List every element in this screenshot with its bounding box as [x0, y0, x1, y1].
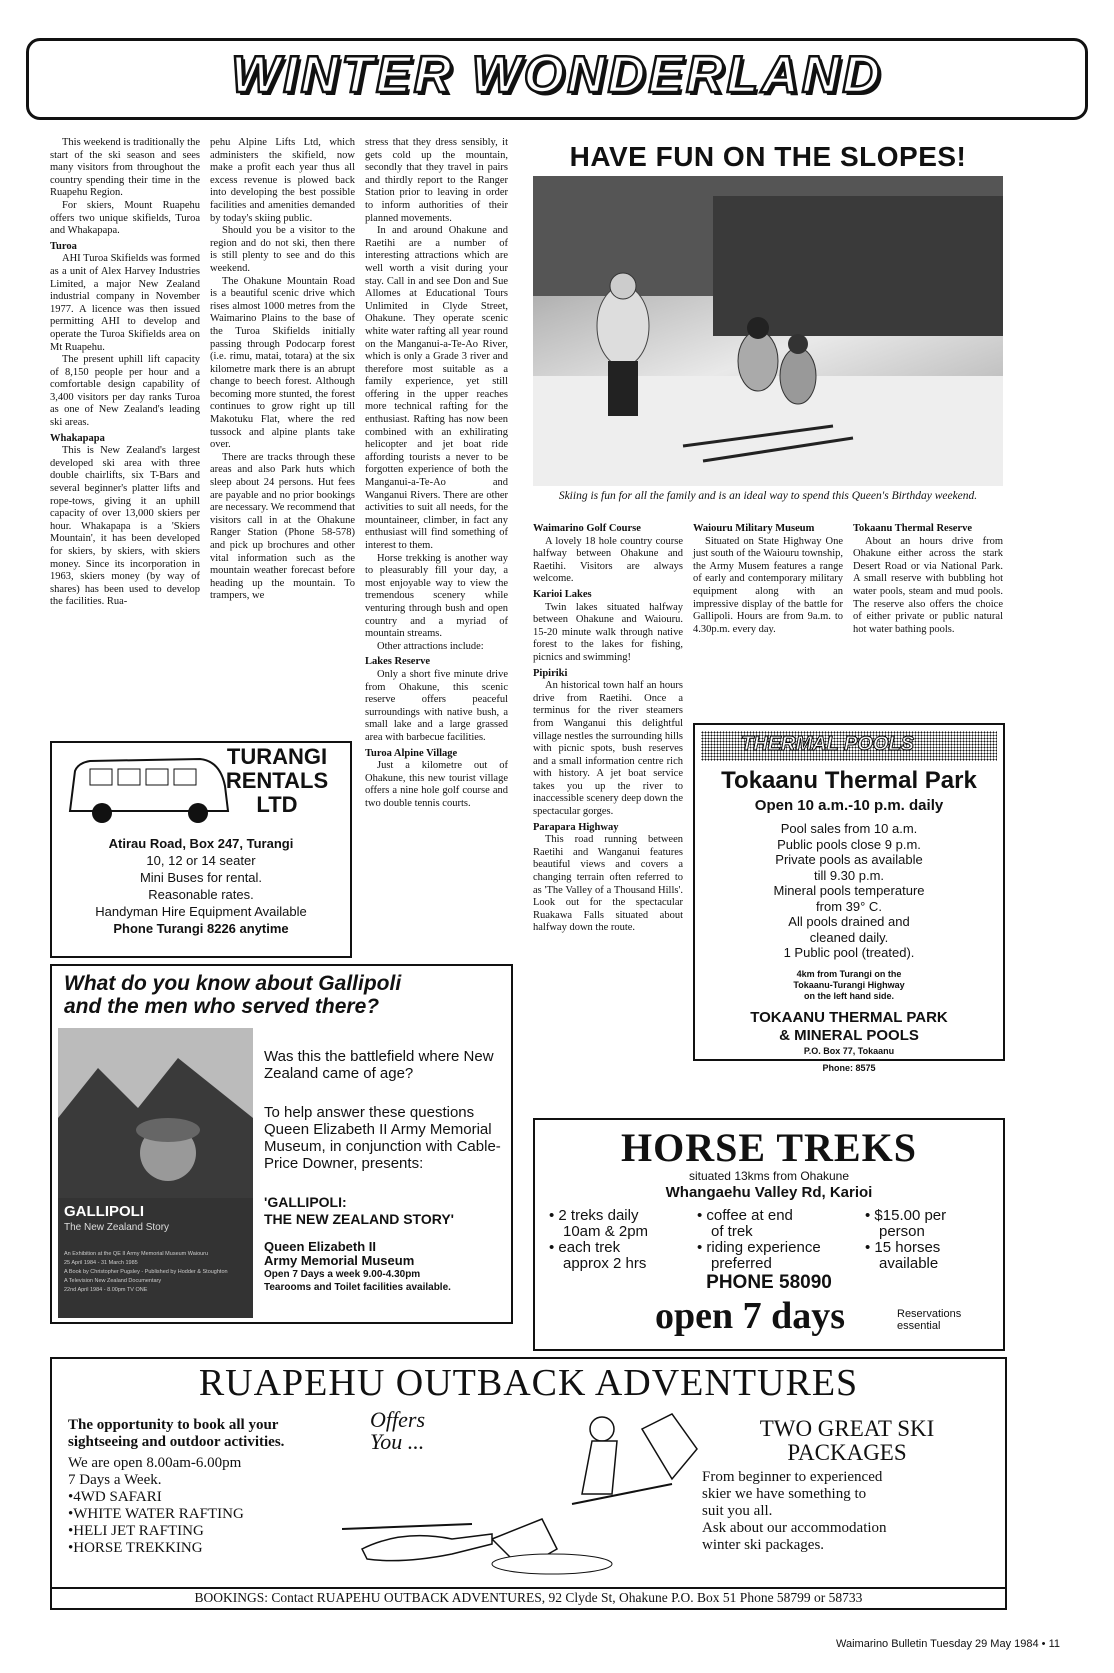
outback-open-2: 7 Days a Week.	[68, 1472, 162, 1488]
thermal-location-2: Tokaanu-Turangi Highway	[793, 980, 905, 990]
gallipoli-poster	[58, 1028, 253, 1318]
thermal-line-2: Public pools close 9 p.m.	[777, 836, 921, 852]
article-paragraph: Situated on State Highway One just south of the Waiouru township, the Army Musem features a range of early and contemporary military equipment along with an impressive display of the battle for Gallipoli. Hours are from 9a.m. to 4.30p.m. every day.	[693, 535, 843, 635]
gallipoli-show-2: THE NEW ZEALAND STORY'	[264, 1211, 454, 1227]
article-paragraph: Horse trekking is another way to pleasurably fill your day, a most enjoyable way to view the tremendous scenery while venturing through bush and open country and a myriad of mountain streams.	[365, 552, 508, 640]
article-column-1	[50, 137, 200, 609]
turangi-name-1: TURANGI	[226, 744, 328, 769]
outback-packages-4: skier we have something to	[702, 1486, 867, 1502]
thermal-banner	[701, 731, 997, 761]
masthead-banner	[26, 38, 1088, 120]
article-subheading: Karioi Lakes	[533, 588, 592, 600]
outback-packages-5: suit you all.	[702, 1503, 773, 1519]
thermal-line-9: 1 Public pool (treated).	[783, 945, 915, 960]
horse-bullet-2b: approx 2 hrs	[563, 1255, 647, 1272]
article-subheading: Turoa Alpine Village	[365, 747, 458, 759]
article-subheading: Turoa	[50, 240, 77, 252]
horse-bullet-6: • 15 horses	[865, 1239, 941, 1256]
outback-packages-7: winter ski packages.	[702, 1537, 825, 1553]
horse-reservations-1: Reservations	[897, 1308, 962, 1320]
thermal-line-5: Mineral pools temperature	[773, 883, 925, 898]
article-paragraph: Only a short five minute drive from Ohakune, this scenic reserve offers peaceful surroundings with native bush, a small lake and a large grassed area with barbecue facilities.	[365, 668, 508, 743]
article-paragraph: For skiers, Mount Ruapehu offers two unique skifields, Turoa and Whakapapa.	[50, 199, 200, 237]
outback-offers-1: Offers	[370, 1407, 425, 1432]
poster-subtitle: The New Zealand Story	[64, 1222, 170, 1233]
article-paragraph: Twin lakes situated halfway between Ohakune and Waiouru. 15-20 minute walk through native forest to the lakes for fishing, picnics and swimming!	[533, 601, 683, 663]
article-paragraph: About an hours drive from Ohakune either across the stark Desert Road or via National Park. A small reserve with bubbling hot water pools, steam and mud pools. The reserve also offers the choice of either private or public natural hot water bathing pools.	[853, 535, 1003, 635]
thermal-line-8: cleaned daily.	[809, 929, 889, 945]
gallipoli-ad	[50, 964, 513, 1324]
article-paragraph: Should you be a visitor to the region and do not ski, then there is still plenty to see and do this weekend.	[210, 225, 355, 274]
thermal-line-6: from 39° C.	[816, 898, 882, 914]
gallipoli-show-1: 'GALLIPOLI:	[264, 1194, 347, 1210]
soldier-illustration	[58, 1028, 253, 1198]
article-paragraph: In and around Ohakune and Raetihi are a number of interesting attractions which are well worth a visit during your stay. Call in and see Don and Sue Allomes at Educational Tours Unlimited in Clyde Street, Ohakune. They operate scenic white water rafting all year round on the Manganui-a-Te-Ao River, which is only a Grade 3 river and therefore most suitable as a family experience, yet still offering in the upper reaches more technical rafting for the enthusiast. Rafting has now been combined with an exhilirating helicopter and jet boat ride affording tourists a never to be forgotten experience of both the Manganui-a-Te-Ao and Wanganui Rivers. There are other activities to suit all needs, for the mountaineer, climber, in fact any enthusiast will find something of interest to them.	[365, 225, 508, 551]
article-subheading: Tokaanu Thermal Reserve	[853, 523, 973, 534]
article-paragraph: pehu Alpine Lifts Ltd, which administers the skifield, now make a profit each year thus all excess revenue is plowed back into developing the best possible facilities and amenities demanded by today's skiing public.	[210, 137, 355, 224]
outback-title: RUAPEHU OUTBACK ADVENTURES	[198, 1362, 859, 1404]
horse-title: HORSE TREKS	[621, 1125, 917, 1170]
horse-bullet-1: • 2 treks daily	[549, 1207, 639, 1224]
outback-packages-6: Ask about our accommodation	[702, 1520, 887, 1536]
gallipoli-headline-1: What do you know about Gallipoli	[64, 972, 402, 995]
horse-open-days: open 7 days	[655, 1295, 846, 1337]
horse-reservations-2: essential	[897, 1320, 941, 1332]
turangi-rentals-ad	[50, 741, 352, 958]
article-subheading: Lakes Reserve	[365, 656, 431, 668]
turangi-line-3: Reasonable rates.	[148, 887, 254, 902]
poster-line-4: A Television New Zealand Documentary	[64, 1278, 162, 1284]
article-paragraph: An historical town half an hours drive from Raetihi. Once a terminus for the river steamers from Wanganui this delightful village nestles the surrounding hills with picnic spots, bush reserves and a small information centre rich with history. A jet boat service takes you up the river to inaccessible scenery deep down the spectacular gorges.	[533, 680, 683, 818]
thermal-line-4: till 9.30 p.m.	[813, 867, 885, 883]
poster-line-3: A Book by Christopher Pugsley - Published by Hodder & Stoughton	[64, 1269, 228, 1275]
article-paragraph: Just a kilometre out of Ohakune, this new tourist village offers a nine hole golf course and two double tennis courts.	[365, 760, 508, 809]
article-column-6	[853, 520, 1003, 636]
gallipoli-intro: To help answer these questions Queen Elizabeth II Army Memorial Museum, in conjunction with Cable-Price Downer, presents:	[264, 1104, 501, 1172]
thermal-footer-1: TOKAANU THERMAL PARK	[750, 1009, 948, 1026]
horse-bullet-2: • each trek	[549, 1239, 621, 1256]
turangi-line-2: Mini Buses for rental.	[139, 870, 263, 885]
outback-open-1: We are open 8.00am-6.00pm	[68, 1455, 242, 1471]
thermal-name: Tokaanu Thermal Park	[721, 767, 977, 794]
thermal-open-hours: Open 10 a.m.-10 p.m. daily	[754, 797, 944, 814]
thermal-location-1: 4km from Turangi on the	[796, 969, 902, 979]
thermal-banner-text: THERMAL POOLS	[741, 733, 914, 755]
turangi-name-2: RENTALS	[225, 768, 329, 793]
outback-packages-3: From beginner to experienced	[702, 1469, 883, 1485]
horse-bullet-6b: available	[879, 1255, 939, 1272]
outback-packages-1: TWO GREAT SKI	[759, 1416, 935, 1441]
article-paragraph: The Ohakune Mountain Road is a beautiful scenic drive which rises almost 1000 metres from the Waimarino Plains to the base of the Turoa Skifields initially passing through Podocarp forest (i.e. rimu, matai, totara) at the six kilometre mark there is an abrupt change to beech forest. Although becoming more stunted, the forest continues to grow right up till Makotuku Flat, where the red tussock and alpine plants take over.	[210, 275, 355, 451]
horse-bullet-4b: preferred	[711, 1255, 772, 1272]
adventure-illustration	[342, 1409, 712, 1584]
article-paragraph: This road running between Raetihi and Wanganui features beautiful views and covers a changing terrain often referred to as 'The Valley of a Thousand Hills'. Look out for the spectacular Ruakawa Falls situated about halfway down the route.	[533, 834, 683, 934]
horse-situated: situated 13kms from Ohakune	[688, 1169, 850, 1183]
outback-list-3: •HELI JET RAFTING	[68, 1523, 204, 1539]
article-subheading: Waimarino Golf Course	[533, 523, 641, 534]
outback-intro-1: The opportunity to book all your	[68, 1417, 279, 1433]
turangi-line-1: 10, 12 or 14 seater	[146, 853, 256, 868]
poster-line-5: 22nd April 1984 - 8.00pm TV ONE	[64, 1287, 148, 1293]
article-column-5	[693, 520, 843, 636]
article-column-3	[365, 137, 508, 810]
horse-bullet-5b: person	[879, 1223, 925, 1240]
article-paragraph: The present uphill lift capacity of 8,150 people per hour and a comfortable design capability of 3,400 visitors per day ranks Turoa as one of New Zealand's leading ski areas.	[50, 354, 200, 429]
poster-line-1: An Exhibition at the QE II Army Memorial Museum Waiouru	[64, 1251, 209, 1257]
poster-line-2: 25 April 1984 - 31 March 1985	[64, 1260, 138, 1266]
horse-bullet-3b: of trek	[711, 1223, 753, 1240]
thermal-pools-ad	[693, 723, 1005, 1061]
turangi-address: Atirau Road, Box 247, Turangi	[108, 836, 294, 851]
turangi-phone: Phone Turangi 8226 anytime	[113, 921, 289, 936]
article-paragraph: There are tracks through these areas and also Park huts which sleep about 24 persons. Hut fees are payable and no prior bookings are necessary. We recommend that visitors call in at the Ohakune Ranger Station (Phone 58-578) and pick up brochures and other vital information such as the mountain weather forecast before heading up the mountain. To trampers, we	[210, 451, 355, 602]
outback-packages-2: PACKAGES	[787, 1440, 907, 1465]
thermal-line-3: Private pools as available	[775, 852, 923, 867]
thermal-footer-2: & MINERAL POOLS	[779, 1027, 919, 1044]
poster-title: GALLIPOLI	[64, 1203, 144, 1220]
article-column-2	[210, 137, 355, 603]
horse-bullet-1b: 10am & 2pm	[563, 1223, 649, 1240]
article-subheading: Parapara Highway	[533, 821, 619, 833]
skiers-illustration	[533, 176, 1003, 486]
horse-bullet-3: • coffee at end	[697, 1207, 793, 1224]
outback-list-1: •4WD SAFARI	[68, 1489, 162, 1505]
article-subheading: Whakapapa	[50, 432, 105, 444]
article-subheading: Pipiriki	[533, 667, 568, 679]
turangi-name-3: LTD	[256, 792, 298, 817]
gallipoli-facilities: Tearooms and Toilet facilities available.	[264, 1282, 451, 1293]
horse-bullet-4: • riding experience	[697, 1239, 821, 1256]
thermal-box: P.O. Box 77, Tokaanu	[803, 1046, 895, 1056]
article-paragraph: A lovely 18 hole country course halfway between Ohakune and Raetihi. Visitors are always welcome.	[533, 535, 683, 585]
gallipoli-question: Was this the battlefield where New Zealand came of age?	[264, 1048, 494, 1082]
page-footer: Waimarino Bulletin Tuesday 29 May 1984 • 11	[836, 1638, 1060, 1650]
thermal-line-7: All pools drained and	[788, 914, 910, 929]
article-paragraph: This is New Zealand's largest developed ski area with three double chairlifts, six T-Bars and several beginner's platter lifts and rope-tows, giving it an uphill capacity of over 13,000 skiers per hour. Whakapapa is a 'Skiers Mountain', it has been developed for skiers, by skiers, with skiers money. Since its incorporation in 1963, skiers money (by way of shares) has been used to develop the facilities. Rua-	[50, 445, 200, 608]
gallipoli-museum-1: Queen Elizabeth II	[264, 1239, 376, 1254]
outback-adventures-ad	[50, 1357, 1007, 1610]
horse-bullet-5: • $15.00 per	[865, 1207, 947, 1224]
outback-list-4: •HORSE TREKKING	[68, 1540, 203, 1556]
article-paragraph: stress that they dress sensibly, it gets cold up the mountain, secondly that they travel in pairs and thirdly report to the Ranger Station prior to leaving in order to inform authorities of their planned movements.	[365, 137, 508, 224]
outback-intro-2: sightseeing and outdoor activities.	[68, 1434, 285, 1450]
skiing-family-photo	[533, 176, 1003, 486]
article-column-4	[533, 520, 683, 935]
gallipoli-headline-2: and the men who served there?	[64, 995, 380, 1018]
horse-phone: PHONE 58090	[706, 1272, 832, 1293]
outback-offers-2: You ...	[370, 1429, 425, 1454]
page-title: WINTER WONDERLAND	[231, 46, 883, 104]
slopes-heading: HAVE FUN ON THE SLOPES!	[569, 141, 967, 172]
article-paragraph: This weekend is traditionally the start of the ski season and sees many visitors from throughout the country spending their time in the Ruapehu Region.	[50, 137, 200, 199]
photo-caption: Skiing is fun for all the family and is an ideal way to spend this Queen's Birthday weekend.	[558, 490, 978, 502]
horse-road: Whangaehu Valley Rd, Karioi	[665, 1184, 873, 1201]
article-subheading: Waiouru Military Museum	[693, 523, 815, 534]
outback-bookings: BOOKINGS: Contact RUAPEHU OUTBACK ADVENTURES, 92 Clyde St, Ohakune P.O. Box 51 Phone 58799 or 58733	[194, 1590, 863, 1605]
outback-list-2: •WHITE WATER RAFTING	[68, 1506, 244, 1522]
gallipoli-hours: Open 7 Days a week 9.00-4.30pm	[264, 1269, 421, 1280]
turangi-line-4: Handyman Hire Equipment Available	[95, 904, 307, 919]
thermal-phone: Phone: 8575	[822, 1063, 876, 1073]
horse-treks-ad	[533, 1118, 1005, 1351]
thermal-line-1: Pool sales from 10 a.m.	[780, 821, 918, 836]
thermal-location-3: on the left hand side.	[803, 991, 894, 1001]
article-paragraph: AHI Turoa Skifields was formed as a unit of Alex Harvey Industries Limited, a major New Zealand industrial company in November 1977. A licence was then issued permitting AHI to develop and operate the Turoa Skifields area on Mt Ruapehu.	[50, 253, 200, 353]
gallipoli-museum-2: Army Memorial Museum	[264, 1253, 415, 1268]
article-paragraph: Other attractions include:	[377, 640, 484, 652]
